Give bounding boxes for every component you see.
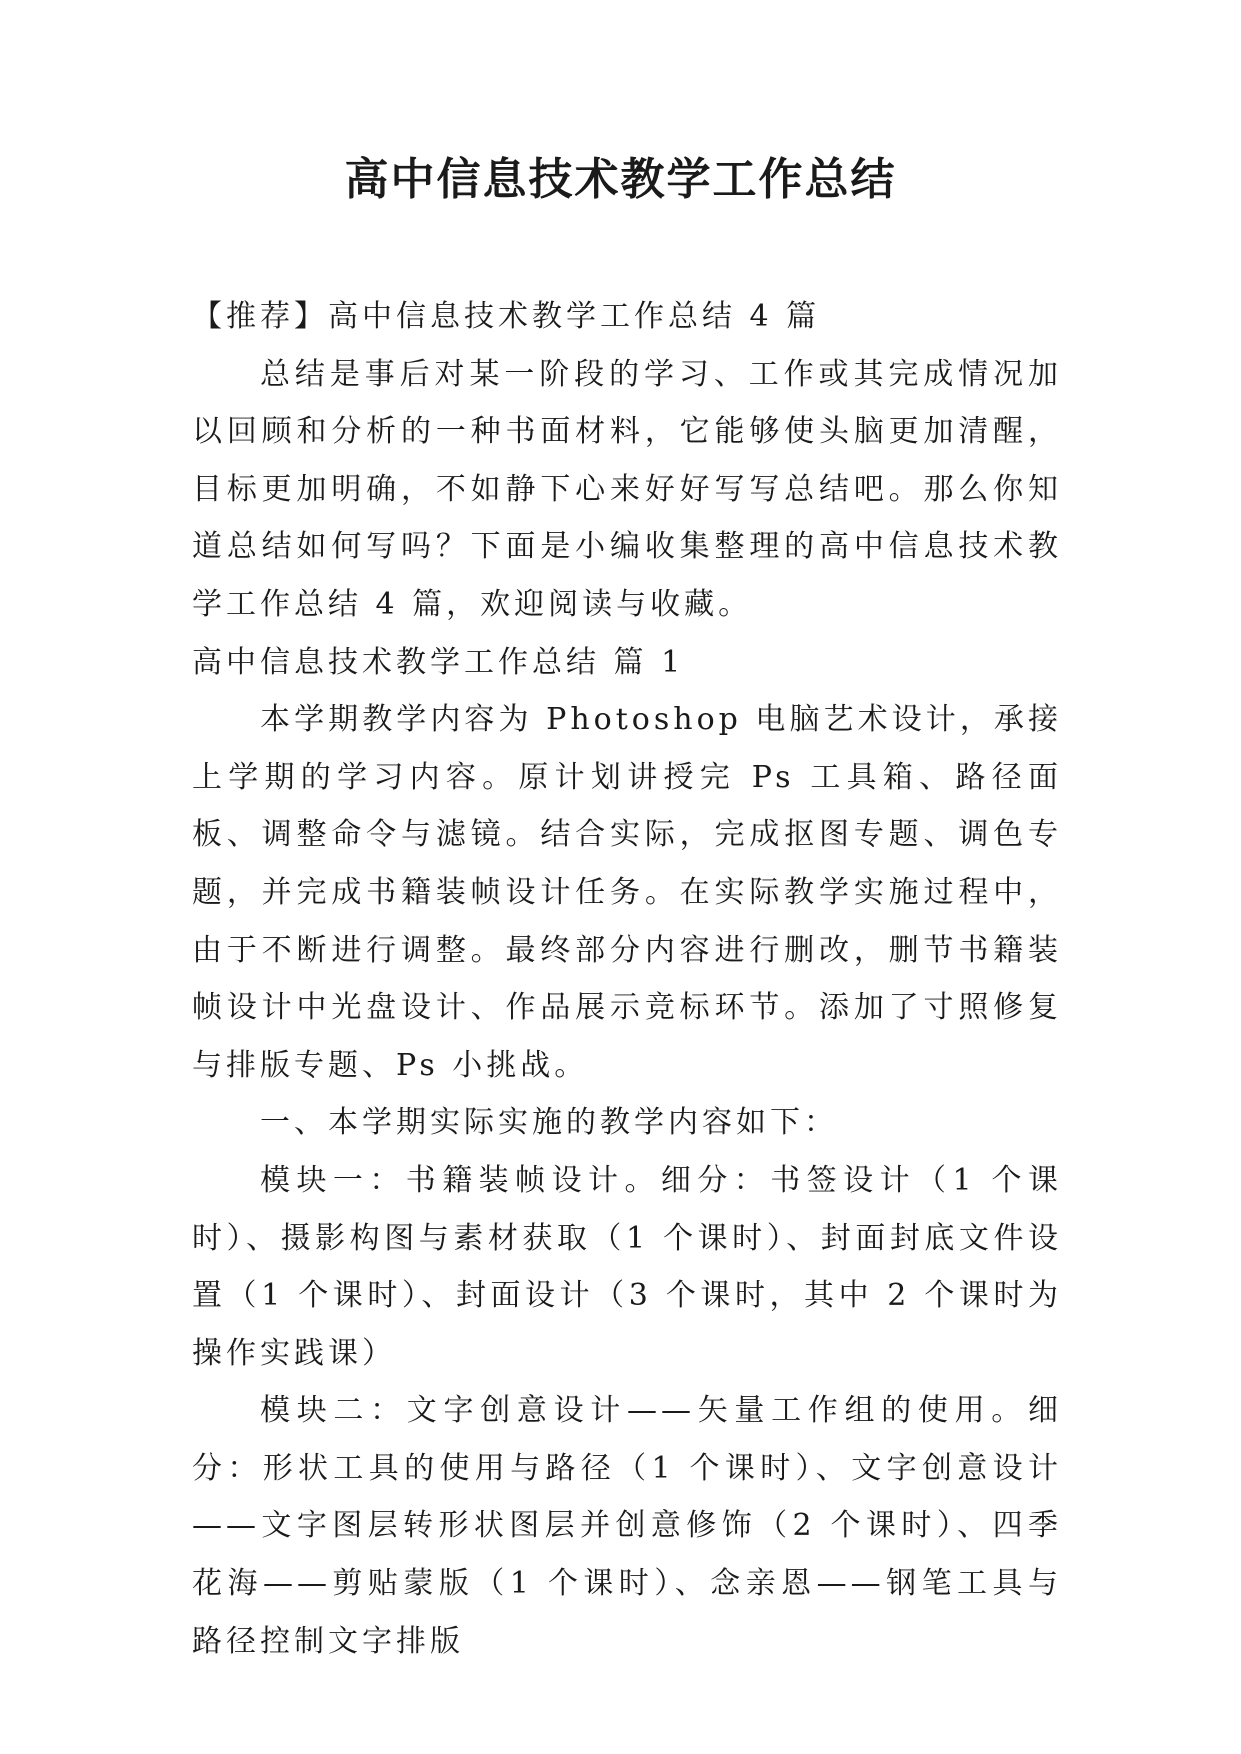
paragraph-part-one-heading: 一、本学期实际实施的教学内容如下：: [260, 1105, 838, 1141]
paragraph-module-two: 模块二：文字创意设计——矢量工作组的使用。细分：形状工具的使用与路径（1 个课时）、文字创意设计——文字图层转形状图层并创意修饰（2 个课时）、四季花海——剪贴蒙版（1 个课时）、念亲恩——钢笔工具与路径控制文字排版: [192, 1393, 1062, 1659]
document-title: 高中信息技术教学工作总结: [344, 154, 897, 205]
paragraph-section-heading: 高中信息技术教学工作总结 篇 1: [192, 644, 685, 680]
document-body: [192, 288, 1062, 1670]
paragraph-module-one: 模块一：书籍装帧设计。细分：书签设计（1 个课时）、摄影构图与素材获取（1 个课时）、封面封底文件设置（1 个课时）、封面设计（3 个课时，其中 2 个课时为操作实践课）: [192, 1162, 1062, 1371]
paragraph-semester-content: 本学期教学内容为 Photoshop 电脑艺术设计，承接上学期的学习内容。原计划讲授完 Ps 工具箱、路径面板、调整命令与滤镜。结合实际，完成抠图专题、调色专题，并完成书籍装帧设计任务。在实际教学实施过程中，由于不断进行调整。最终部分内容进行删改，删节书籍装帧设计中光盘设计、作品展示竞标环节。添加了寸照修复与排版专题、Ps 小挑战。: [192, 702, 1062, 1083]
paragraph-intro: 总结是事后对某一阶段的学习、工作或其完成情况加以回顾和分析的一种书面材料，它能够使头脑更加清醒，目标更加明确，不如静下心来好好写写总结吧。那么你知道总结如何写吗？下面是小编收集整理的高中信息技术教学工作总结 4 篇，欢迎阅读与收藏。: [192, 356, 1062, 622]
paragraph-recommend-heading: 【推荐】高中信息技术教学工作总结 4 篇: [192, 299, 821, 334]
